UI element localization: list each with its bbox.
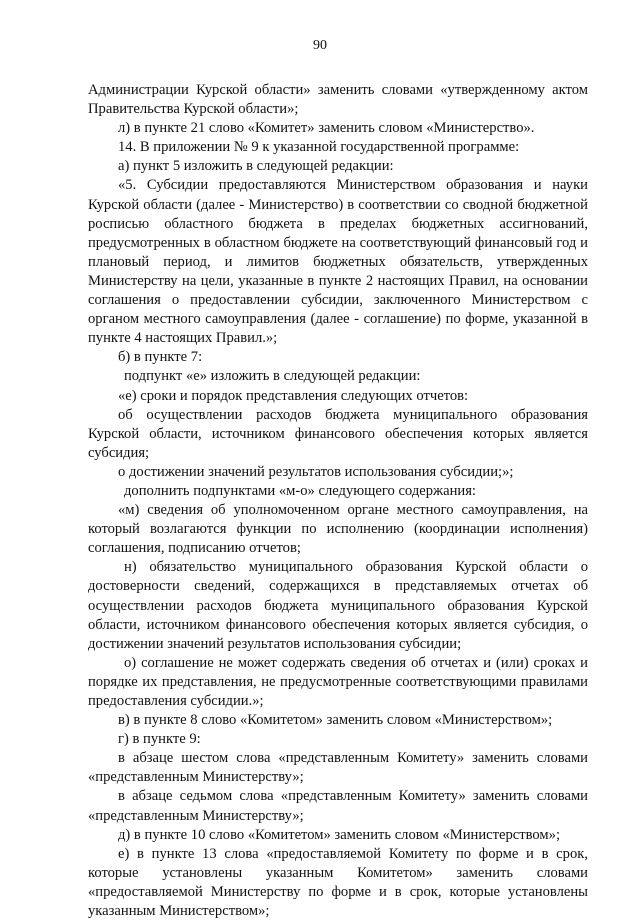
paragraph: подпункт «е» изложить в следующей редакции: <box>124 368 421 385</box>
paragraph: «е) сроки и порядок представления следующих отчетов: <box>118 387 469 404</box>
paragraph: д) в пункте 10 слово «Комитетом» заменить словом «Министерством»; <box>118 826 561 843</box>
paragraph: в абзаце седьмом слова «представленным Комитету» заменить словами «представленным Министерству»; <box>88 788 588 824</box>
paragraph: о) соглашение не может содержать сведения об отчетах и (или) сроках и порядке их представления, не предусмотренные соответствующими правилами предоставления субсидии.»; <box>88 654 588 709</box>
paragraph: дополнить подпунктами «м-о» следующего содержания: <box>124 482 476 499</box>
paragraph: е) в пункте 13 слова «предоставляемой Комитету по форме и в срок, которые установлены указанным Комитетом» заменить словами «предоставляемой Министерству по форме и в срок, которые установлены указанным Министерством»; <box>88 845 588 920</box>
paragraph: о достижении значений результатов использования субсидии;»; <box>118 463 514 480</box>
paragraph: в абзаце шестом слова «представленным Комитету» заменить словами «представленным Министерству»; <box>88 750 588 786</box>
paragraph: в) в пункте 8 слово «Комитетом» заменить словом «Министерством»; <box>118 712 553 729</box>
paragraph: а) пункт 5 изложить в следующей редакции: <box>118 158 394 175</box>
paragraph: Администрации Курской области» заменить словами «утвержденному актом Правительства Курской области»; <box>88 82 588 118</box>
page-number: 90 <box>313 38 327 53</box>
paragraph: 14. В приложении № 9 к указанной государственной программе: <box>118 139 520 156</box>
document-body <box>88 81 588 921</box>
paragraph: л) в пункте 21 слово «Комитет» заменить словом «Министерство». <box>118 120 535 137</box>
paragraph: «м) сведения об уполномоченном органе местного самоуправления, на который возлагаются функции по исполнению (координации исполнения) соглашения, подписанию отчетов; <box>88 502 588 557</box>
paragraph: б) в пункте 7: <box>118 349 203 366</box>
paragraph: «5. Субсидии предоставляются Министерством образования и науки Курской области (далее - Министерство) в соответствии со сводной бюджетной росписью областного бюджета в пределах бюджетных ассигнований, предусмотренных в областном бюджете на соответствующий финансовый год и плановый период, и лимитов бюджетных обязательств, утвержденных Министерству на цели, указанные в пункте 2 настоящих Правил, на основании соглашения о предоставлении субсидии, заключенного Министерством с органом местного самоуправления (далее - соглашение) по форме, указанной в пункте 4 настоящих Правил.»; <box>88 177 588 347</box>
paragraph: н) обязательство муниципального образования Курской области о достоверности сведений, содержащихся в представляемых отчетах об осуществлении расходов бюджета муниципального образования Курской области, источником финансового обеспечения которых является субсидия, о достижении значений результатов использования субсидии; <box>88 559 588 652</box>
paragraph: г) в пункте 9: <box>118 731 201 748</box>
paragraph: об осуществлении расходов бюджета муниципального образования Курской области, источником финансового обеспечения которых является субсидия; <box>88 406 588 461</box>
